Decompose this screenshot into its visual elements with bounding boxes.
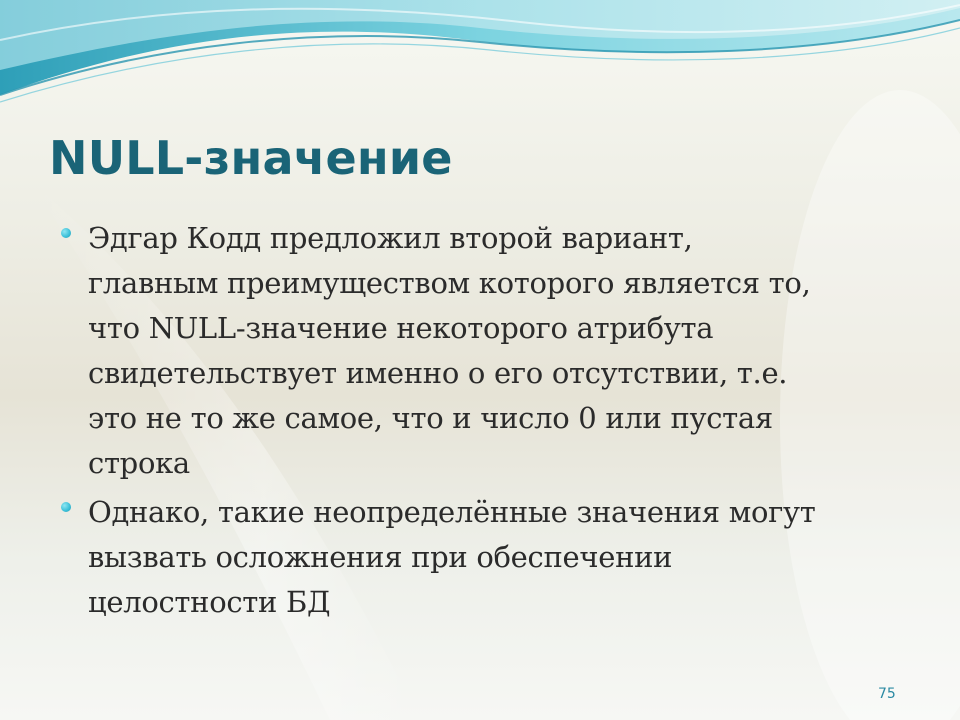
slide-title: NULL-значение [49, 131, 453, 185]
bullet-dot-icon [61, 502, 71, 512]
list-item [60, 490, 920, 625]
bullet-text: Эдгар Кодд предложил второй вариант, главным преимуществом которого является то, что NULL-значение некоторого атрибута свидетельствует именно о его отсутствии, т.е. это не то же самое, что и число 0 или пустая строка [88, 221, 811, 480]
bullet-dot-icon [61, 228, 71, 238]
list-item [60, 216, 920, 486]
page-number: 75 [878, 686, 896, 702]
bullet-list [60, 216, 920, 629]
bullet-text: Однако, такие неопределённые значения могут вызвать осложнения при обеспечении целостности БД [88, 495, 816, 619]
